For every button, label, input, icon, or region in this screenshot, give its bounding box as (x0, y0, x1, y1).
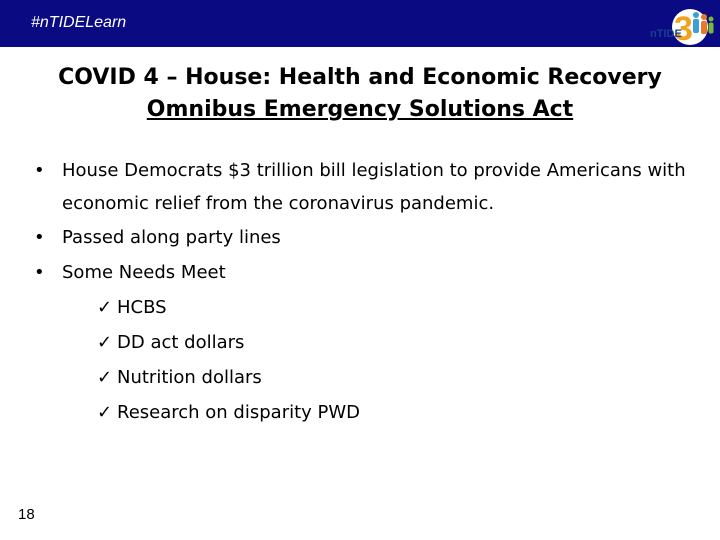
bullet-item (30, 255, 700, 290)
logo-figure-body-2 (701, 21, 707, 34)
slide-title (0, 62, 720, 126)
logo-figure-body-3 (709, 23, 714, 34)
checkmark-icon: ✓ (97, 297, 113, 318)
check-item (30, 325, 700, 360)
logo-figure-head-3 (709, 17, 714, 22)
logo-figure-head-2 (701, 14, 707, 20)
bullet-dot: • (34, 227, 45, 248)
header-banner (0, 0, 720, 47)
check-text: Nutrition dollars (117, 367, 262, 388)
bullet-item (30, 154, 700, 220)
bullet-dot: • (34, 160, 45, 181)
logo-number: 3 (674, 10, 693, 47)
check-item (30, 290, 700, 325)
check-text: Research on disparity PWD (117, 402, 361, 423)
logo-figure-body-1 (693, 19, 699, 33)
bullet-text: Passed along party lines (62, 227, 281, 248)
logo-figure-head-1 (693, 12, 699, 18)
checkmark-icon: ✓ (97, 402, 113, 423)
title-line-1: COVID 4 – House: Health and Economic Recovery (58, 65, 662, 90)
bullet-text: Some Needs Meet (62, 262, 226, 283)
checkmark-icon: ✓ (97, 332, 113, 353)
bullet-dot: • (34, 262, 45, 283)
hashtag-label: #nTIDELearn (31, 14, 127, 31)
page-number: 18 (18, 506, 35, 523)
ntide-logo (636, 3, 716, 47)
check-item (30, 395, 700, 430)
bullet-item (30, 220, 700, 255)
title-line-2: Omnibus Emergency Solutions Act (146, 97, 574, 122)
bullet-text: House Democrats $3 trillion bill legislation to provide Americans with economic relief from the coronavirus pandemic. (62, 160, 686, 214)
checkmark-icon: ✓ (97, 367, 113, 388)
check-text: HCBS (117, 297, 167, 318)
check-item (30, 360, 700, 395)
check-text: DD act dollars (117, 332, 245, 353)
slide-content (30, 154, 700, 430)
logo-text: nTIDE (650, 28, 682, 40)
